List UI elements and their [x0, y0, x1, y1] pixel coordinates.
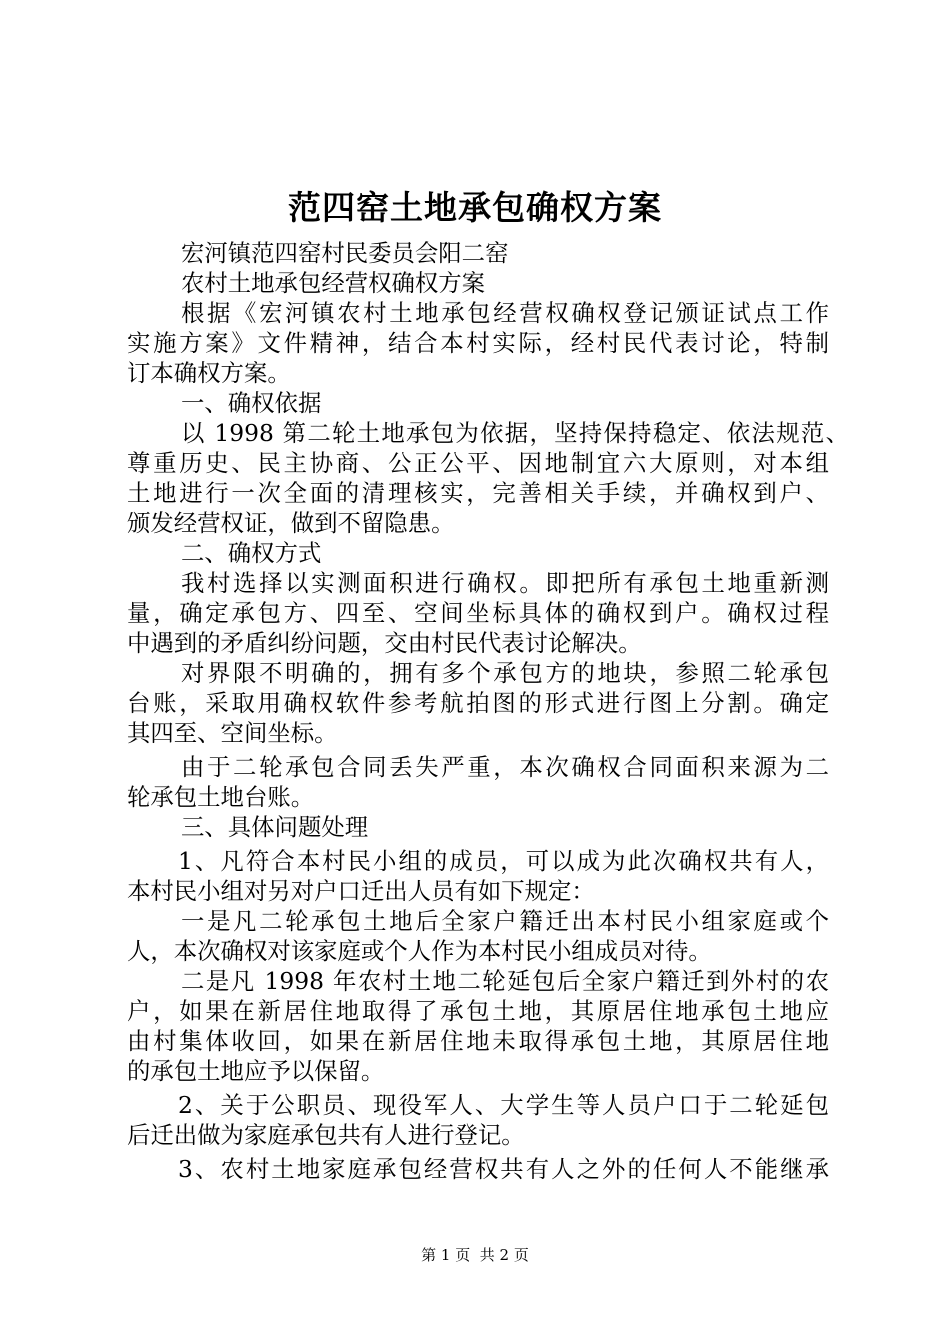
- paragraph-line: 中遇到的矛盾纠纷问题，交由村民代表讨论解决。: [127, 629, 642, 657]
- paragraph-line: 二是凡 1998 年农村土地二轮延包后全家户籍迁到外村的农: [181, 967, 829, 995]
- paragraph-line: 本村民小组对另对户口迁出人员有如下规定：: [127, 877, 595, 905]
- paragraph-line: 的承包土地应予以保留。: [127, 1057, 385, 1085]
- paragraph-line: 实施方案》文件精神，结合本村实际，经村民代表讨论，特制: [127, 329, 829, 357]
- paragraph-line: 户，如果在新居住地取得了承包土地，其原居住地承包土地应: [127, 997, 829, 1025]
- paragraph-line: 轮承包土地台账。: [127, 783, 315, 811]
- paragraph-line: 一是凡二轮承包土地后全家户籍迁出本村民小组家庭或个: [181, 907, 829, 935]
- page-footer: 第 1 页 共 2 页: [421, 1246, 529, 1264]
- subtitle-line: 农村土地承包经营权确权方案: [181, 269, 486, 297]
- paragraph-line: 订本确权方案。: [127, 359, 291, 387]
- section-heading: 三、具体问题处理: [181, 813, 369, 841]
- paragraph-line: 对界限不明确的，拥有多个承包方的地块，参照二轮承包: [181, 659, 829, 687]
- paragraph-line: 土地进行一次全面的清理核实，完善相关手续，并确权到户、: [127, 479, 829, 507]
- paragraph-line: 其四至、空间坐标。: [127, 719, 338, 747]
- paragraph-line: 尊重历史、民主协商、公正公平、因地制宜六大原则，对本组: [127, 449, 829, 477]
- paragraph-line: 由村集体收回，如果在新居住地未取得承包土地，其原居住地: [127, 1027, 829, 1055]
- org-line: 宏河镇范四窑村民委员会阳二窑: [181, 239, 509, 267]
- paragraph-line: 1、凡符合本村民小组的成员，可以成为此次确权共有人，: [178, 847, 829, 875]
- paragraph-line: 量，确定承包方、四至、空间坐标具体的确权到户。确权过程: [127, 599, 829, 627]
- paragraph-line: 3、农村土地家庭承包经营权共有人之外的任何人不能继承: [178, 1155, 829, 1183]
- paragraph-line: 台账，采取用确权软件参考航拍图的形式进行图上分割。确定: [127, 689, 829, 717]
- paragraph-line: 根据《宏河镇农村土地承包经营权确权登记颁证试点工作: [181, 299, 829, 327]
- document-title: 范四窑土地承包确权方案: [288, 188, 662, 227]
- paragraph-line: 以 1998 第二轮土地承包为依据，坚持保持稳定、依法规范、: [181, 419, 849, 447]
- section-heading: 一、确权依据: [181, 389, 322, 417]
- paragraph-line: 后迁出做为家庭承包共有人进行登记。: [127, 1121, 525, 1149]
- paragraph-line: 颁发经营权证，做到不留隐患。: [127, 509, 455, 537]
- paragraph-line: 我村选择以实测面积进行确权。即把所有承包土地重新测: [181, 569, 829, 597]
- paragraph-line: 2、关于公职员、现役军人、大学生等人员户口于二轮延包: [178, 1091, 829, 1119]
- section-heading: 二、确权方式: [181, 539, 322, 567]
- paragraph-line: 由于二轮承包合同丢失严重，本次确权合同面积来源为二: [181, 753, 829, 781]
- paragraph-line: 人，本次确权对该家庭或个人作为本村民小组成员对待。: [127, 937, 712, 965]
